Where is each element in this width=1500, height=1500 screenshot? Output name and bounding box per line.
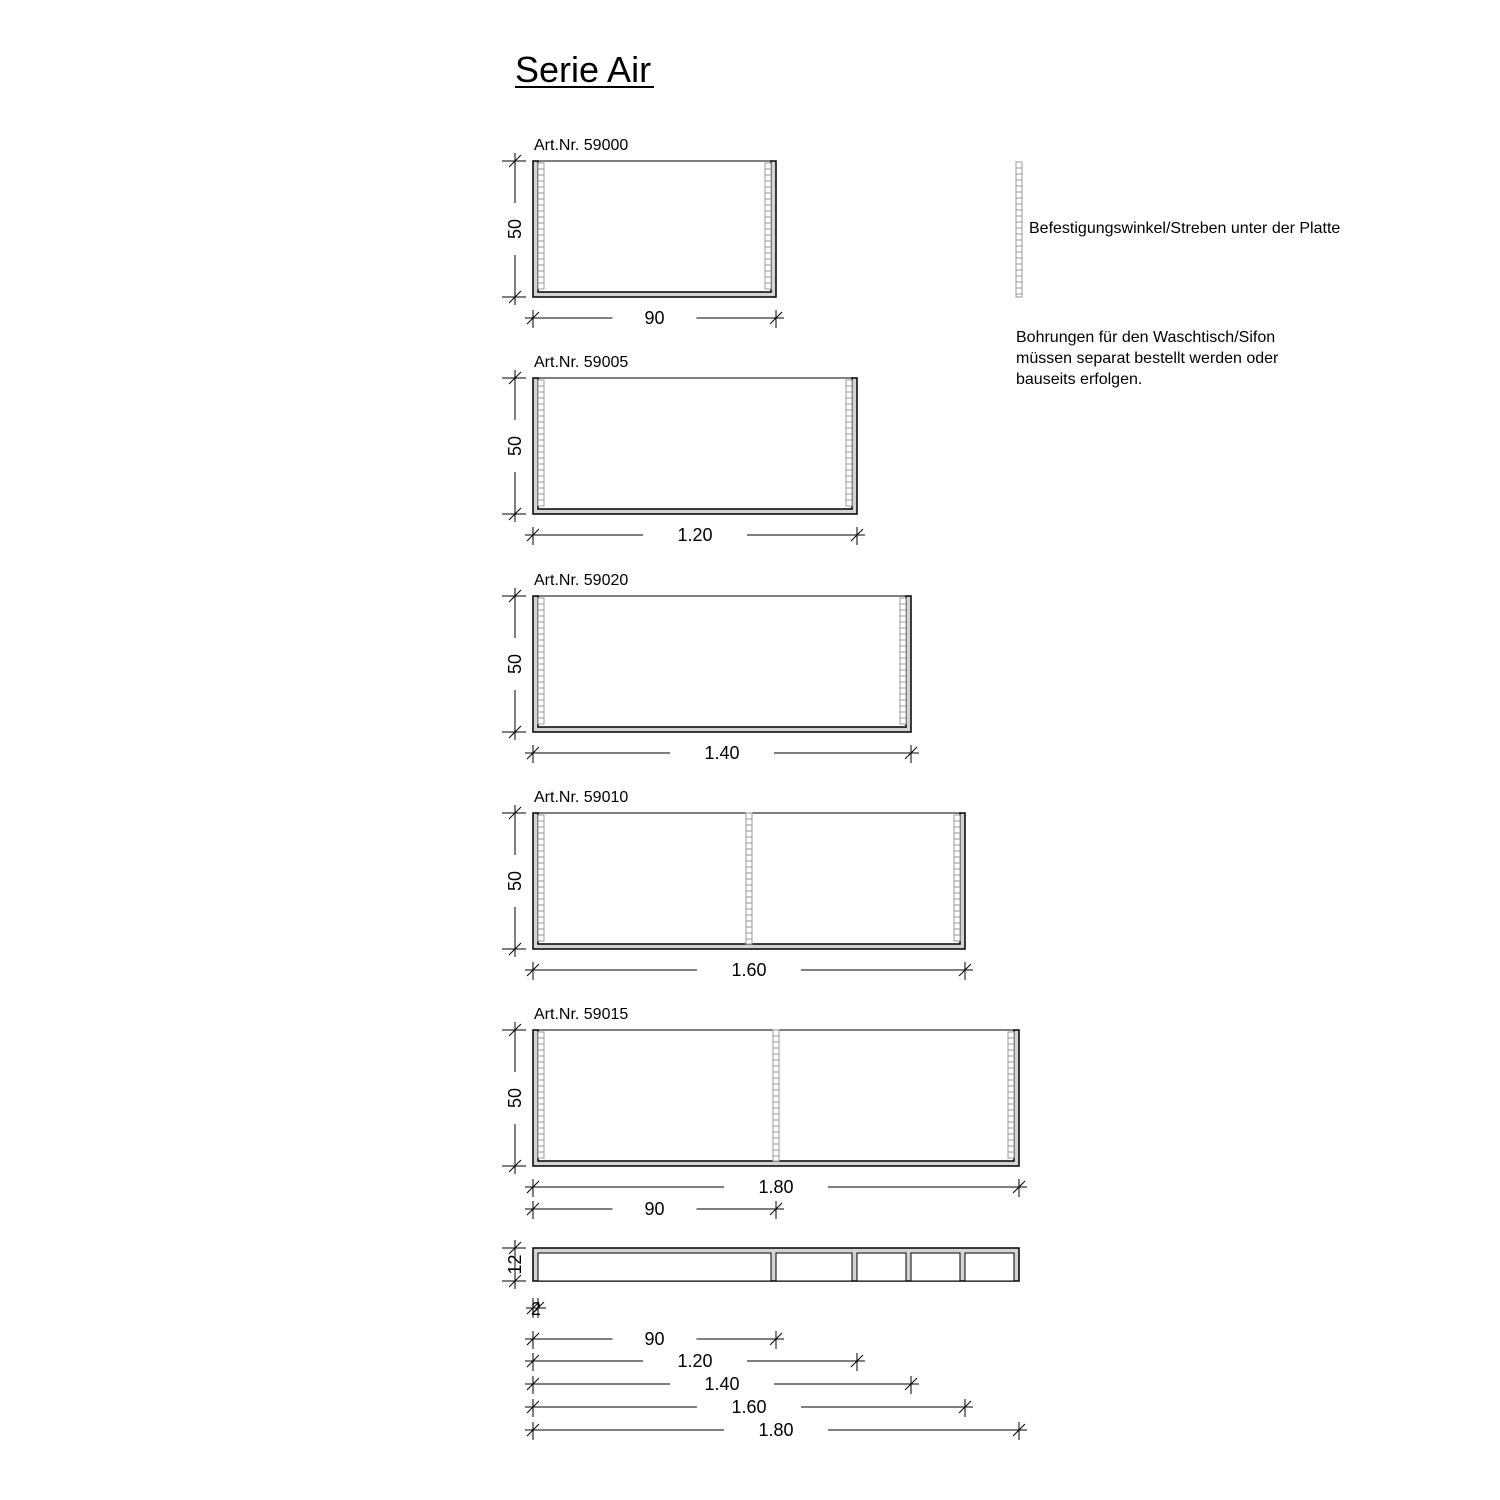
depth-label: 50 <box>505 218 525 240</box>
bracket-strut <box>846 380 852 506</box>
article-number: Art.Nr. 59015 <box>534 1006 629 1023</box>
article-number: Art.Nr. 59020 <box>534 572 629 589</box>
width-label: 90 <box>644 308 665 328</box>
width-label: 1.20 <box>677 525 713 545</box>
depth-label: 50 <box>505 1087 525 1109</box>
bracket-legend-text: Befestigungswinkel/Streben unter der Platte <box>1029 220 1341 237</box>
basin-frame <box>533 161 776 297</box>
bracket-strut <box>900 598 906 724</box>
note-line-3: bauseits erfolgen. <box>1016 371 1143 388</box>
note-line-1: Bohrungen für den Waschtisch/Sifon <box>1016 329 1276 346</box>
article-number: Art.Nr. 59010 <box>534 789 629 806</box>
unit-1 <box>502 137 784 328</box>
width-label: 1.40 <box>704 743 740 763</box>
section-width-label: 1.40 <box>704 1374 740 1394</box>
section-width-label: 90 <box>644 1329 665 1349</box>
half-width-label: 90 <box>644 1199 665 1219</box>
units-group <box>502 137 1027 1219</box>
bracket-strut <box>538 1032 544 1158</box>
article-number: Art.Nr. 59005 <box>534 354 629 371</box>
bracket-strut <box>538 598 544 724</box>
section-view <box>502 1240 1027 1440</box>
depth-label: 50 <box>505 435 525 457</box>
section-cell <box>965 1253 1014 1281</box>
bracket-strut <box>765 163 771 289</box>
width-label: 1.80 <box>758 1177 794 1197</box>
bracket-strut <box>954 815 960 941</box>
page-title: Serie Air <box>515 49 652 90</box>
bracket-strut <box>538 163 544 289</box>
section-width-label: 1.20 <box>677 1351 713 1371</box>
section-width-label: 1.80 <box>758 1420 794 1440</box>
unit-5 <box>502 1006 1027 1219</box>
bracket-legend-icon <box>1016 162 1022 297</box>
unit-2 <box>502 354 865 545</box>
basin-frame <box>533 596 911 732</box>
unit-3 <box>502 572 919 763</box>
section-thickness-label: 2 <box>530 1299 542 1319</box>
section-cell <box>538 1253 771 1281</box>
bracket-strut <box>1008 1032 1014 1158</box>
legend <box>1016 162 1340 388</box>
bracket-strut <box>538 380 544 506</box>
depth-label: 50 <box>505 870 525 892</box>
note-line-2: müssen separat bestellt werden oder <box>1016 350 1279 367</box>
width-label: 1.60 <box>731 960 767 980</box>
section-width-label: 1.60 <box>731 1397 767 1417</box>
article-number: Art.Nr. 59000 <box>534 137 629 154</box>
section-cell <box>857 1253 906 1281</box>
depth-label: 50 <box>505 653 525 675</box>
unit-4 <box>502 789 973 980</box>
section-height-label: 12 <box>505 1254 525 1275</box>
section-cell <box>776 1253 852 1281</box>
bracket-strut <box>538 815 544 941</box>
section-cell <box>911 1253 960 1281</box>
basin-frame <box>533 378 857 514</box>
